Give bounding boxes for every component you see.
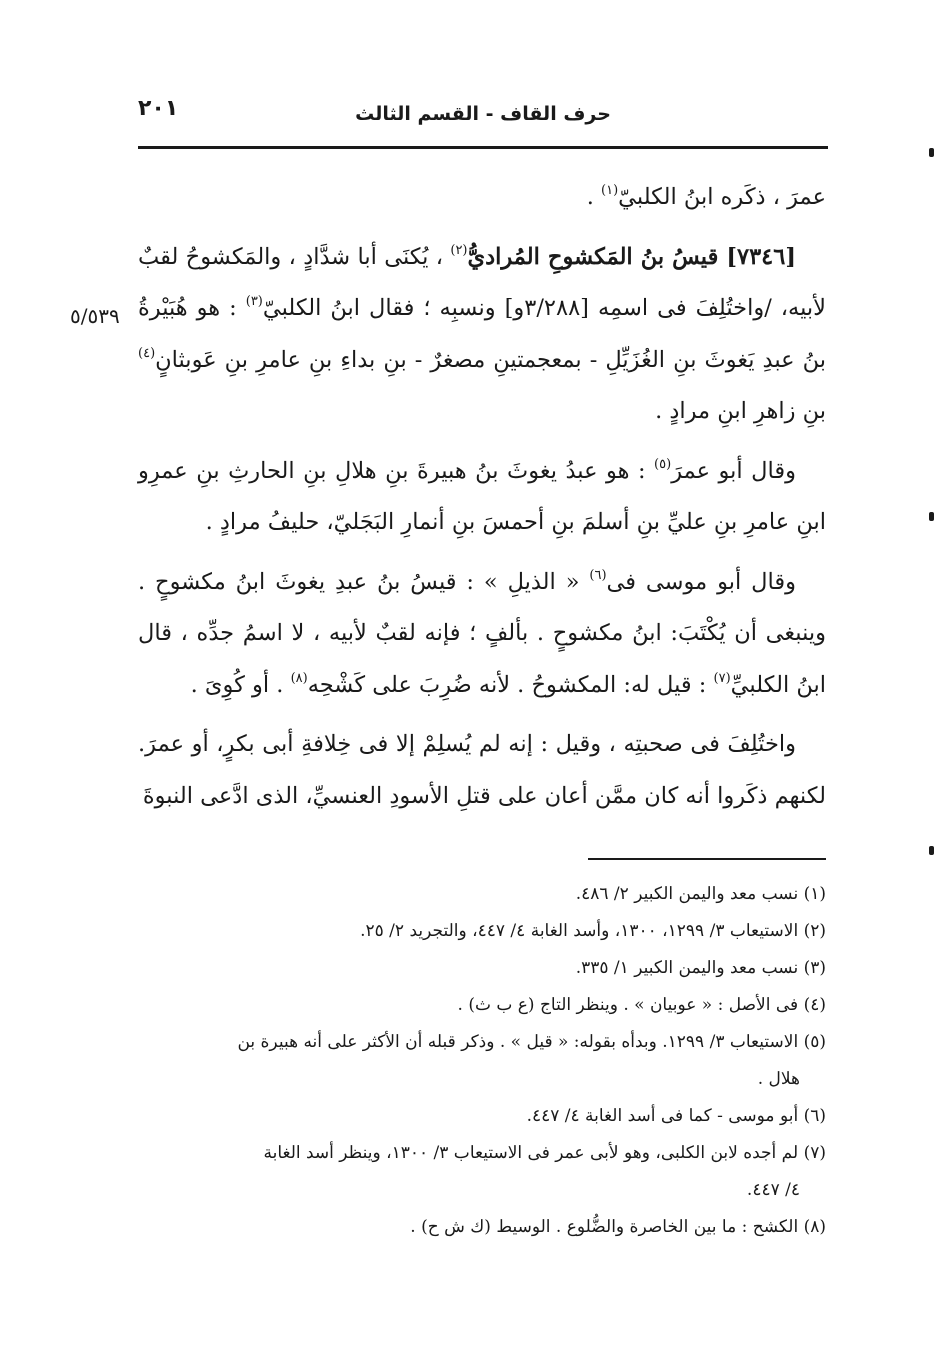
footnote-ref: (٨)	[290, 670, 308, 686]
footnote-continuation: هلال .	[757, 1069, 800, 1089]
entry-heading: [٧٣٤٦] قيسُ بنُ المَكشوحِ المُراديُّ	[467, 243, 796, 270]
text-run: وقال أبو موسى فى	[606, 568, 796, 595]
header-rule	[138, 146, 828, 149]
text-run: .	[586, 184, 602, 210]
footnote: (٧) لم أجده لابن الكلبى، وهو لأبى عمر فى الاستيعاب ٣/ ١٣٠٠، وينظر أسد الغابة	[263, 1143, 826, 1163]
footnote-ref: (٢)	[450, 242, 468, 258]
footnote-ref: (٦)	[589, 567, 607, 583]
footnote: (٣) نسب معد واليمن الكبير ١/ ٣٣٥.	[575, 958, 826, 978]
footnote-rule	[588, 858, 826, 860]
text-run: بنِ زاهرِ ابنِ مرادٍ .	[655, 398, 826, 424]
margin-reference: ٥/٥٣٩	[70, 304, 120, 328]
text-run: : هو هُبَيْرةُ بنُ عبدِ يَغوثَ بنِ الغُزَيِّلِ - بمعجمتينِ مصغرٌ - بنِ بداءِ بنِ عامرِ بنِ عَوبثانٍ	[138, 295, 826, 373]
scan-speck	[929, 148, 934, 157]
text-run: : هو عبدُ يغوثَ بنُ هبيرةَ بنِ هلالِ بنِ الحارثِ بنِ عمرِو ابنِ عامرِ بنِ عليِّ بنِ أسلمَ بنِ أحمسَ بنِ أنمارِ البَجَليّ، حليفُ مرادٍ .	[138, 457, 826, 535]
entry-paragraph	[138, 232, 826, 438]
text-run: وقال أبو عمرَ	[671, 457, 796, 484]
text-run: عمرَ ، ذكَره ابنُ الكلبيّ	[618, 184, 826, 210]
text-run: « الذيلِ » : قيسُ بنُ عبدِ يغوثَ ابنُ مكشوحٍ . وينبغى أن يُكْتَبَ: ابنُ مكشوحٍ . بألفٍ ؛ فإنه لقبٌ لأبيه ، لا اسمُ جدِّه ، قال ابنُ الكلبيِّ	[138, 568, 826, 698]
paragraph-5: واختُلِفَ فى صحبتِه ، وقيل : إنه لم يُسلِمْ إلا فى خِلافةِ أبى بكرٍ، أو عمرَ. لكنهم ذكَروا أنه كان ممَّن أعان على قتلِ الأسودِ العنسيِّ، الذى ادَّعى النبوةَ	[138, 731, 826, 809]
footnote-ref: (١)	[601, 183, 619, 198]
footnotes	[138, 876, 826, 1246]
scan-speck	[929, 512, 934, 521]
footnote: (٤) فى الأصل : « عوبيان » . وينظر التاج (ع ب ث) .	[457, 995, 826, 1015]
footnote-ref: (٤)	[138, 345, 156, 361]
paragraph-3	[138, 446, 826, 549]
footnote: (٥) الاستيعاب ٣/ ١٢٩٩. وبدأه بقوله: « قيل » . وذكر قبله أن الأكثر على أنه هبيرة بن	[237, 1032, 826, 1052]
footnote-ref: (٥)	[654, 456, 672, 472]
footnote-continuation: ٤/ ٤٤٧.	[746, 1180, 800, 1200]
scan-speck	[929, 846, 934, 855]
footnote: (٨) الكشح : ما بين الخاصرة والضُّلوع . الوسيط (ك ش ح) .	[410, 1217, 826, 1237]
paragraph-1	[138, 172, 826, 224]
main-text	[138, 172, 826, 822]
text-run: ، يُكنَى أبا شدَّادٍ ، والمَكشوحُ لقبٌ لأبيه، /واختُلِفَ فى اسمِه [٣/٢٨٨و] ونسبِه ؛ فقال ابنُ الكلبيّ	[138, 243, 826, 321]
page-number: ٢٠١	[138, 96, 179, 121]
text-run: . أو كُوِىَ .	[190, 671, 291, 698]
running-header	[138, 96, 828, 132]
footnote: (٢) الاستيعاب ٣/ ١٢٩٩، ١٣٠٠، وأسد الغابة ٤/ ٤٤٧، والتجريد ٢/ ٢٥.	[360, 921, 826, 941]
paragraph-4	[138, 557, 826, 712]
footnote: (٦) أبو موسى - كما فى أسد الغابة ٤/ ٤٤٧.	[526, 1106, 826, 1126]
header-title: حرف القاف - القسم الثالث	[355, 103, 611, 125]
footnote-ref: (٣)	[245, 294, 263, 309]
footnote: (١) نسب معد واليمن الكبير ٢/ ٤٨٦.	[575, 884, 826, 904]
text-run: : قيل له: المكشوحُ . لأنه ضُرِبَ على كَشْحِه	[307, 671, 714, 698]
footnote-ref: (٧)	[713, 670, 731, 686]
